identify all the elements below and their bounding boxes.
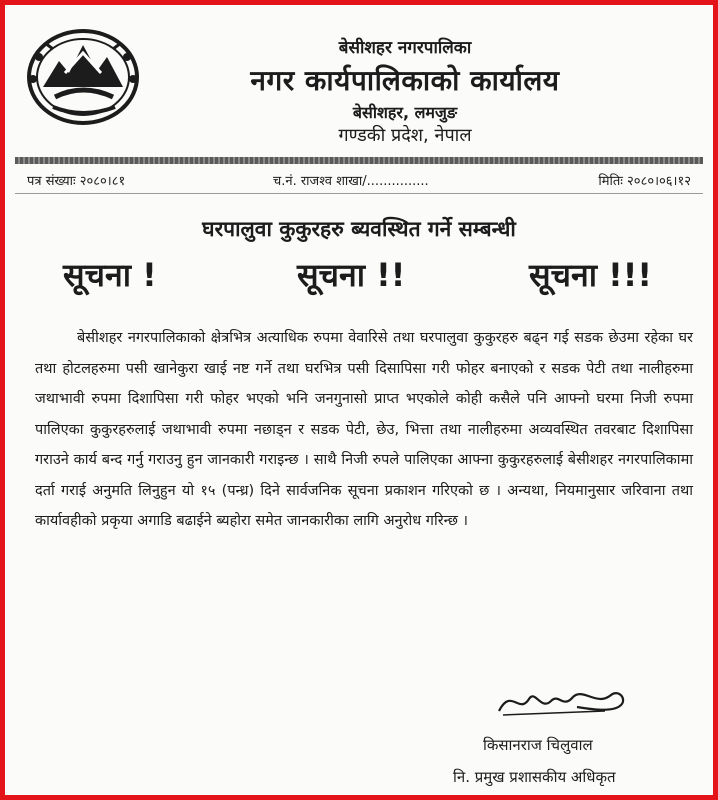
letter-number: पत्र संख्याः २०८०।८१ <box>27 174 126 189</box>
letter-date: मितिः २०८०।०६।१२ <box>598 174 691 189</box>
header-divider <box>15 157 703 164</box>
notice-heading-2: सूचना !! <box>297 256 406 294</box>
notice-body: बेसीशहर नगरपालिकाको क्षेत्रभित्र अत्याधिक रुपमा वेवारिसे तथा घरपालुवा कुकुरहरु बढ्न गई सडक छेउमा रहेका घर तथा होटलहरुमा पसी खानेकुरा खाई नष्ट गर्ने तथा घरभित्र पसी दिसापिसा गरी फोहर बनाएको र सडक पेटी तथा नालीहरुमा जथाभावी रुपमा दिशापिसा गरी फोहर भएको भनि जनगुनासो प्राप्त भएकोले कोही कसैले पनि आफ्नो घरमा निजी रुपमा पालिएका कुकुरहरुलाई जथाभावी रुपमा नछाड्न र सडक पेटी, छेउ, भित्ता तथा नालीहरुमा अव्यवस्थित तवरबाट दिशापिसा गराउने कार्य बन्द गर्नु गराउनु हुन जानकारी गराइन्छ । साथै निजी रुपले पालिएका आफ्ना कुकुरहरुलाई बेसीशहर नगरपालिकामा दर्ता गराई अनुमति लिनुहुन यो १५ (पन्ध्र) दिने सार्वजनिक सूचना प्रकाशन गरिएको छ । अन्यथा, नियमानुसार जरिवाना तथा कार्यावहीको प्रकृया अगाडि बढाईने ब्यहोरा समेत जानकारीका लागि अनुरोध गरिन्छ । <box>35 330 693 529</box>
signatory-name: किसानराज चिलुवाल <box>483 736 593 754</box>
notice-subject: घरपालुवा कुकुरहरु ब्यवस्थित गर्ने सम्बन्धी <box>202 217 516 241</box>
province-country: गण्डकी प्रदेश, नेपाल <box>338 125 472 146</box>
signatory-title: नि. प्रमुख प्रशासकीय अधिकृत <box>453 768 616 786</box>
notice-heading-1: सूचना ! <box>63 256 157 294</box>
office-name: नगर कार्यपालिकाको कार्यालय <box>250 64 560 97</box>
signature-mark <box>493 681 633 721</box>
dispatch-number: च.नं. राजश्व शाखा/............... <box>273 174 429 189</box>
municipality-name: बेसीशहर नगरपालिका <box>338 38 472 58</box>
notice-heading-3: सूचना !!! <box>529 256 652 294</box>
nepal-emblem-icon <box>25 27 141 127</box>
meta-divider <box>15 193 703 194</box>
office-location: बेसीशहर, लमजुङ <box>352 103 458 122</box>
